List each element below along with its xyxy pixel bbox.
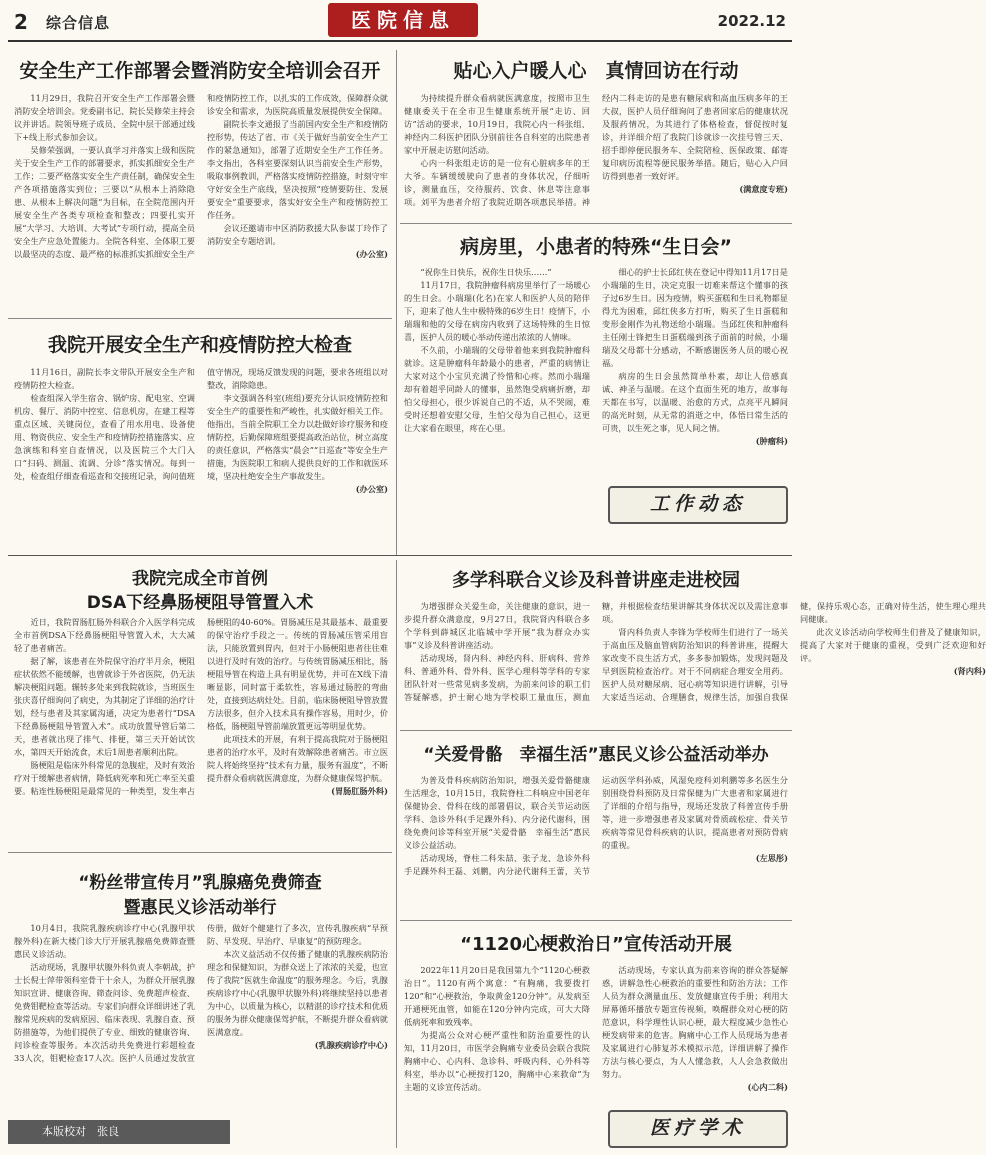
paragraph: 李文强调各科室(班组)要充分认识疫情防控和安全生产的重要性和严峻性，扎实做好相关工作。他指出，当前全院职工全力以赴做好诊疗服务和疫情防控，后勤保障班组要提高政治站位，树立高度的责任意识，严格落实“晨会”“日巡查”等安全生产措施，为医院职工和病人提供良好的工作和就医环境，坚决杜绝安全生产事故发生。 (207, 393, 388, 481)
paragraph: 活动现场，专家认真为前来咨询的群众答疑解惑，讲解急性心梗救治的重要性和防治方法；工作人员为群众测量血压、发放健康宣传手册；利用大屏幕循环播放专题宣传视频，唤醒群众对心梗的防范意识，科学理性认识心梗，最大程度减少急性心梗发病带来的危害。胸痛中心工作人员现场为患者及家属进行心肺复苏术模拟示范，详细讲解了操作方法与核心要点，为人人懂急救，人人会急救做出努力。 (602, 965, 788, 1079)
article-title: 贴心入户暖人心 真情回访在行动 (453, 60, 739, 82)
article-title: “关爱骨骼 幸福生活”惠民义诊公益活动举办 (423, 745, 769, 765)
article-byline: (办公室) (355, 484, 388, 494)
section-badge-work-news: 工作动态 (608, 486, 788, 524)
masthead-logo: 医院信息 (328, 3, 478, 37)
paragraph: 为增强群众关爱生命，关注健康的意识，进一步提升群众满意度，9月27日，我院肾内科联合多个学科到薛城区北临城中学开展“我为群众办实事”义诊及科普讲座活动。 (404, 601, 590, 650)
article-body (14, 92, 388, 306)
paragraph: 此次义诊活动向学校师生们普及了健康知识，提高了大家对于健康的重视，受到广泛欢迎和好评。 (800, 627, 986, 663)
page-number: 2 (14, 10, 28, 34)
article-title: 我院完成全市首例 (132, 569, 268, 589)
column-divider (396, 560, 397, 1148)
section-divider (8, 852, 392, 853)
article-body (404, 964, 788, 1104)
article-byline: (左思彤) (755, 853, 788, 863)
article-body (14, 922, 388, 1116)
paragraph: 肾内科负责人李锋为学校师生们进行了一场关于高血压及脑血管病防治知识的科普讲座，提醒大家改变不良生活方式，多多参加锻炼，发现问题及早到医院检查治疗。对于不同病症合理安全用药。医护人员对糖尿病、冠心病等知识进行讲解，引导大家适当运动、合理膳食，规律生活，加强自我保健，保持乐观心态，正确对待生活，使生理心理共同健康。 (602, 601, 986, 702)
paragraph: 11月16日，副院长李文带队开展安全生产和疫情防控大检查。 (14, 367, 195, 390)
article-title: 我院开展安全生产和疫情防控大检查 (47, 334, 352, 356)
article-body (404, 92, 788, 214)
paragraph: 据了解，该患者在外院保守治疗半月余，梗阻症状依然不能缓解，也曾就诊于外省医院，仍无法解决梗阻问题。辗转多处来到我院就诊，当班医生张庆喜仔细询问了病史，为其制定了详细的治疗计划，经与患者及其家属沟通，决定为患者行“DSA下经鼻肠梗阻导管置入术”。成功放置导管后第二天，患者就出现了排气、排便，第三天开始试饮水，第四天开始流食，术后1周患者顺利出院。 (14, 656, 195, 757)
section-divider (400, 730, 792, 731)
article-title: “粉丝带宣传月”乳腺癌免费筛查 (78, 873, 322, 893)
paragraph: 为持续提升群众看病就医满意度，按照市卫生健康委关于在全市卫生健康系统开展“走访、回访”活动的要求，10月19日，我院心内一科张组、神经内二科医护团队分别前往各自科室的出院患者家中开展走访慰问活动。 (404, 93, 590, 155)
issue-date: 2022.12 (717, 12, 786, 30)
paragraph: 病房的生日会虽然简单朴素，却让人倍感真诚、神圣与温暖。在这个直面生死的地方，故事每天都在书写，以温暖、治愈的方式，点亮平凡瞬间的高光时刻，从无常的消逝之中，体悟日常生活的可贵，以生死之事，见人间之情。 (602, 371, 788, 433)
article-body (404, 774, 788, 914)
article-body (14, 616, 388, 846)
paragraph: 细心的护士长邱红侠在登记中得知11月17日是小瑞瑞的生日，决定克服一切难来帮这个懂事的孩子过6岁生日。因为疫情，购买蛋糕和生日礼物都显得尤为困难，邱红侠多方打听，购买了生日蛋糕和变形金刚作为礼物送给小瑞瑞。当邱红侠和肿瘤科主任刚士锋把生日蛋糕端到孩子面前的时候，小瑞瑞及父母都十分感动，不断感谢医务人员的暖心祝福。 (602, 267, 788, 368)
article-byline: (胃肠肛肠外科) (331, 786, 388, 796)
section-divider (400, 223, 792, 224)
section-divider (400, 920, 792, 921)
article-body (404, 266, 788, 478)
paragraph: 11月17日，我院肿瘤科病房里举行了一场暖心的生日会。小瑞瑞(化名)在家人和医护人员的陪伴下，迎来了他人生中极特殊的6岁生日！疫情下，小瑞瑞和他的父母在病房内收到了这场特殊的生日惊喜，医护人员的暖心举动传递出浓浓的人情味。 (404, 280, 590, 342)
paragraph: 近日，我院胃肠肛肠外科联合介入医学科完成全市首例DSA下经鼻肠梗阻导管置入术，大大减轻了患者痛苦。 (14, 617, 195, 653)
paragraph: 活动现场，肾内科、神经内科、肝病科、营养科、普通外科、骨外科、医学心理科等学科的专家团队针对一些常见病多发病，为前来问诊的职工们答疑解惑，护士耐心地为学校职工量血压，测血糖，并根据检查结果讲解其身体状况以及需注意事项。 (404, 601, 788, 702)
proofreader-footer: 本版校对 张良 (8, 1120, 230, 1144)
paragraph: 为普及骨科疾病防治知识，增强关爱骨骼健康生活理念，10月15日，我院脊柱二科响应中国老年保健协会、骨科在线的部署倡议，联合关节运动医学科、急诊外科(手足踝外科)、内分泌代谢科，围绕免费问诊等科室开展“关爱骨骼 幸福生活”惠民义诊公益活动。 (404, 775, 590, 850)
paragraph: 11月29日，我院召开安全生产工作部署会暨消防安全培训会。党委副书记、院长吴修荣主持会议并讲话。院领导班子成员、全院中层干部通过线下+线上形式参加会议。 (14, 93, 195, 142)
article-byline: (办公室) (355, 249, 388, 259)
column-divider (396, 50, 397, 555)
section-divider (8, 318, 392, 319)
paragraph: 心内一科张组走访的是一位有心脏病多年的王大爷。车辆缓缓驶向了患者的身体状况，仔细听诊，测量血压，交待服药、饮食、休息等注意事项。刘平为患者介绍了我院近期各项惠民举措。神经内二科走访的是患有糖尿病和高血压病多年的王大叔，医护人员仔细询问了患者回家后的健康状况及服药情况，为其进行了体格检查，督促按时复诊，并详细介绍了我院门诊就诊一次挂号管三天、招手即停便民服务车、全院陪检、医保政策、邮寄复印病历流程等便民服务举措。随后，贴心入户回访得到患者一致好评。 (404, 93, 788, 207)
article-byline: (肿瘤科) (755, 436, 788, 446)
article-byline: (乳腺疾病诊疗中心) (314, 1040, 388, 1050)
article-title: DSA下经鼻肠梗阻导管置入术 (86, 593, 314, 613)
page-header (0, 0, 800, 50)
section-badge-medical-academic: 医疗学术 (608, 1110, 788, 1148)
article-byline: (肾内科) (953, 666, 986, 676)
paragraph: 吴修荣强调，一要认真学习并落实上级和医院关于安全生产工作的部署要求，抓实抓细安全生产工作；二要严格落实安全生产责任制，确保安全生产各项措施落实到位；三要以“从根本上消除隐患、从根本上解决问题”为目标，在全院范围内开展安全生产各类专项检查和整改；四要扎实开展“大学习、大培训、大考试”专项行动，提高全员安全生产应急处置能力。全院各科室、全体职工要以最坚决的态度、最严格的标准抓实抓细安全生产和疫情防控工作，以扎实的工作成效，保障群众就诊安全和需求，为医院高质量发展提供安全保障。 (14, 93, 388, 259)
header-rule (8, 40, 792, 42)
article-title: “1120心梗救治日”宣传活动开展 (460, 934, 732, 955)
article-title: 病房里，小患者的特殊“生日会” (460, 236, 732, 258)
paragraph: 肠梗阻是临床外科常见的急腹症，及时有效治疗对于缓解患者病情，降低病死率和死亡率至关重要。粘连性肠梗阻是最常见的一种类型，发生率占肠梗阻的40-60%。胃肠减压是其最基本、最重要的保守治疗手段之一。传统的胃肠减压管采用盲法，只能放置到胃内，但对于小肠梗阻患者往往难以进行及时有效的治疗。与传统胃肠减压相比，肠梗阻导管在构造上具有明显优势，并可在X线下清晰显影，同时富于柔软性，容易通过肠腔的弯曲处，直接到达病灶处。目前，临床肠梗阻导管放置方法很多，但介入技术具有操作容易，用时少，价格低，肠梗阻导管前端放置更远等明显优势。 (14, 617, 388, 796)
article-body (14, 366, 388, 546)
article-byline: (心内二科) (747, 1082, 788, 1092)
section-title: 综合信息 (46, 14, 111, 32)
paragraph: 此项技术的开展，有利于提高我院对于肠梗阻患者的治疗水平，及时有效解除患者痛苦。市立医院人将始终坚持“技术有力量，服务有温度”，不断提升群众看病就医满意度，为群众健康保驾护航。 (207, 734, 388, 783)
page-divider (8, 555, 792, 556)
paragraph: 10月4日，我院乳腺疾病诊疗中心(乳腺甲状腺外科)在新大楼门诊大厅开展乳腺癌免费筛查暨惠民义诊活动。 (14, 923, 195, 959)
paragraph: 活动现场，脊柱二科朱喆、张子龙、急诊外科手足踝外科王磊、刘鹏，内分泌代谢科王蕾，关节运动医学科孙威，风湿免疫科刘利鹏等多名医生分别围绕骨科预防及日常保健为广大患者和家属进行了详细的介绍与指导，现场还发放了科普宣传手册等，进一步增强患者及家属对骨质疏松症、骨关节疾病等常见骨科疾病的认识，提高患者对预防骨病的重视。 (404, 775, 788, 876)
paragraph: “祝你生日快乐，祝你生日快乐……” (420, 267, 552, 277)
article-title: 安全生产工作部署会暨消防安全培训会召开 (19, 60, 381, 82)
paragraph: 不久前，小瑞瑞的父母带着他来到我院肿瘤科就诊。这是肿瘤科年龄最小的患者，严重的病情让大家对这个小宝贝充满了怜惜和心疼。然而小瑞瑞却有着超乎同龄人的懂事，虽然饱受病痛折磨，却怕父母担心，很少诉说自己的不适，从不哭闹，难受时还想着安慰父母，生怕父母为自己担心，这更让大家看在眼里，疼在心里。 (404, 345, 590, 433)
paragraph: 本次义益活动不仅传播了健康的乳腺疾病防治理念和保健知识，为群众送上了浓浓的关爱，也宣传了我院“医就生命温度”的服务理念。今后，乳腺疾病诊疗中心(乳腺甲状腺外科)将继续坚持以患者为中心，以质量为核心，以精湛的诊疗技术和优质的服务为群众健康保驾护航，不断提升群众看病就医满意度。 (207, 949, 388, 1037)
article-title: 暨惠民义诊活动举行 (123, 898, 277, 918)
paragraph: 副院长李文通报了当前国内安全生产和疫情防控形势，传达了省、市《关于做好当前安全生产工作的紧急通知》，部署了近期安全生产工作任务。李文指出，各科室要深刻认识当前安全生产形势，吸取事例教训，严格落实疫情防控措施，时刻守牢守好安全生产底线，坚决按照“疫情要防住、发展要安全”重要要求，落实好安全生产和疫情防控工作任务。 (207, 119, 388, 220)
article-byline: (满意度专班) (739, 184, 788, 194)
paragraph: 检查组深入学生宿舍、锅炉房、配电室、空调机房、餐厅、消防中控室、信息机房，在建工程等重点区域、关键岗位，查看了用水用电、设备使用、物资供应、安全生产和疫情防控措施落实、应急演练和科室自查情况，以及医院三个大门入口“扫码、测温、流调、分诊”落实情况。每到一处，检查组仔细查看巡查和交接班记录，询问值班值守情况，现场反馈发现的问题，要求各班组以对整改，消除隐患。 (14, 367, 388, 481)
article-body (404, 600, 986, 724)
paragraph: 会议还邀请市中区消防救援大队参谋丁玲作了消防安全专题培训。 (207, 223, 388, 246)
paragraph: 为提高公众对心梗严重性和防治重要性的认知，11月20日，市医学会胸痛专业委员会联合我院胸痛中心、心内科、急诊科、呼吸内科、心外科等科室，举办以“心梗按打120，胸痛中心来救命”为主题的义诊宣传活动。 (404, 1030, 590, 1092)
paragraph: 活动现场，乳腺甲状腺外科负责人李朝战，护士长倪士萍带领科室骨干十余人，为群众开展乳腺知识宣讲、健康咨询、筛查问诊、免费超声检查、免费钼靶检查等活动。专家们向群众详细讲述了乳腺常见疾病的发病原因、临床表现、乳腺自查、预防措施等，为他们提供了专业、细致的健康咨询、问诊检查等服务。本次活动共免费进行彩超检查33人次，钼靶检查17人次。医护人员通过发放宣传册，做好个健建行了多次，宣传乳腺疾病“早预防、早发现、早治疗、早康复”的预防理念。 (14, 923, 388, 1063)
paragraph: 2022年11月20日是我国第九个“1120心梗救治日”。1120有两个寓意：“有胸痛，我要拨打120”和“心梗救治，争取黄金120分钟”。从发病至开通梗死血管，如能在120分钟内完成，可大大降低病死率和致残率。 (404, 965, 590, 1027)
article-title: 多学科联合义诊及科普讲座走进校园 (452, 570, 740, 591)
